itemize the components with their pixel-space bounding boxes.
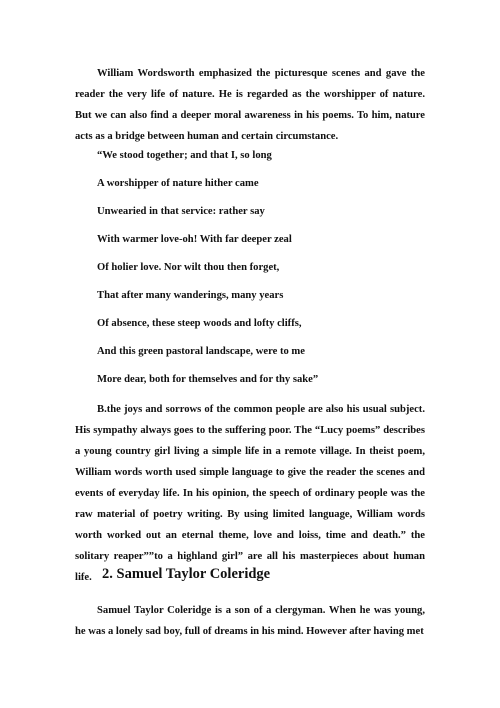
section-heading: 2. Samuel Taylor Coleridge xyxy=(102,566,271,582)
subject-paragraph: B.the joys and sorrows of the common people are also his usual subject. His sympathy always goes to the suffering poor. The “Lucy poems” describes a young country girl living a simple life in a remote village. In theist poem, William words worth used simple language to give the reader the scenes and events of everyday life. In his opinion, the speech of ordinary people was the raw material of poetry writing. By using limited language, William words worth worked out an eternal theme, love and loiss, time and death.” the solitary reaper””to a highland girl” are all his masterpieces about human life. xyxy=(75,404,425,583)
coleridge-paragraph: Samuel Taylor Coleridge is a son of a clergyman. When he was young, he was a lonely sad boy, full of dreams in his mind. However after having met xyxy=(75,605,425,637)
poem-line: That after many wanderings, many years xyxy=(97,290,284,301)
poem-line: Unwearied in that service: rather say xyxy=(97,206,265,217)
poem-line: More dear, both for themselves and for thy sake” xyxy=(97,374,319,385)
poem-line: “We stood together; and that I, so long xyxy=(97,150,272,161)
poem-line: And this green pastoral landscape, were to me xyxy=(97,346,305,357)
poem-line: With warmer love-oh! With far deeper zeal xyxy=(97,234,292,245)
poem-line: Of absence, these steep woods and lofty cliffs, xyxy=(97,318,302,329)
poem-line: A worshipper of nature hither came xyxy=(97,178,259,189)
poem-line: Of holier love. Nor wilt thou then forget, xyxy=(97,262,280,273)
intro-paragraph: William Wordsworth emphasized the picturesque scenes and gave the reader the very life of nature. He is regarded as the worshipper of nature. But we can also find a deeper moral awareness in his poems. To him, nature acts as a bridge between human and certain circumstance. xyxy=(75,68,425,142)
